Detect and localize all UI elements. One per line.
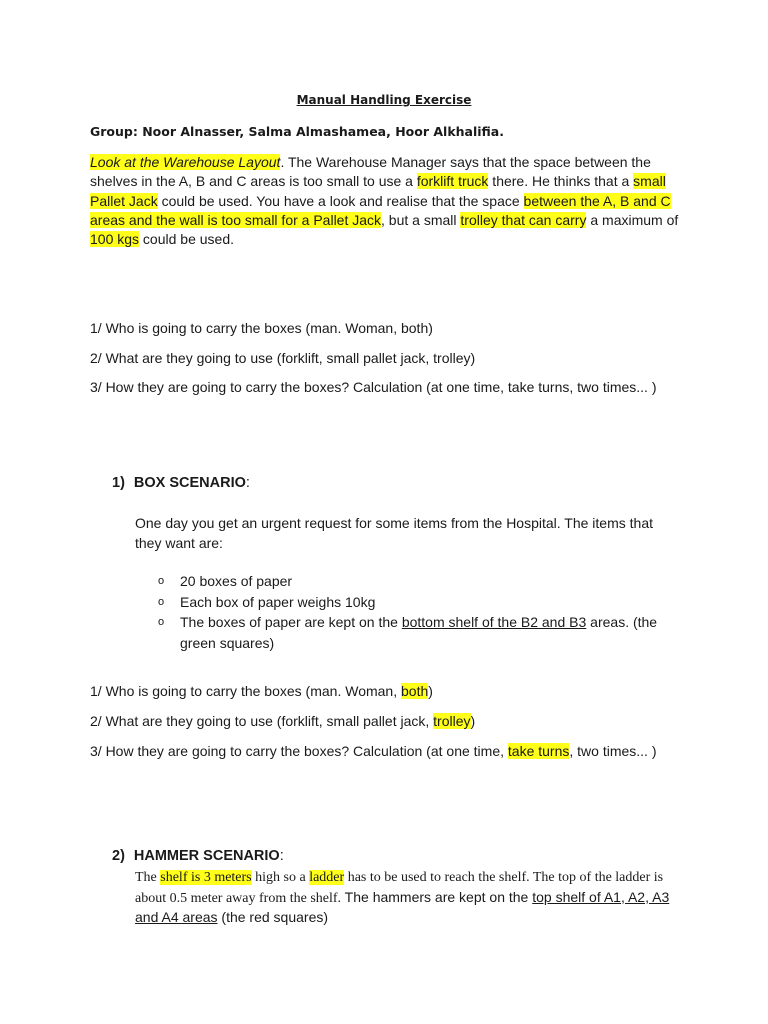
section-number: 2) bbox=[112, 848, 125, 864]
highlight-both: both bbox=[401, 683, 429, 699]
hammer-scenario-heading bbox=[112, 848, 284, 864]
question-3: 3/ How they are going to carry the boxes? Calculation (at one time, take turns, two times... ) bbox=[90, 379, 657, 395]
bullet-marker: o bbox=[158, 616, 165, 628]
hammer-scenario-text bbox=[135, 867, 680, 928]
list-item bbox=[158, 592, 678, 613]
intro-text: a maximum of bbox=[586, 211, 679, 228]
section-number: 1) bbox=[112, 475, 125, 491]
intro-text: there. He thinks that a bbox=[488, 173, 634, 190]
section-title: HAMMER SCENARIO bbox=[133, 848, 280, 864]
highlight-take-turns: take turns bbox=[507, 743, 570, 759]
highlight-space: between the A, B and C areas and the wall is too small for a Pallet Jack bbox=[90, 192, 671, 228]
list-item-text: Each box of paper weighs 10kg bbox=[180, 593, 376, 610]
intro-text: could be used. You have a look and realise that the space bbox=[157, 192, 524, 209]
colon: : bbox=[279, 848, 284, 864]
answer-text: 1/ Who is going to carry the boxes (man. Woman, bbox=[90, 683, 401, 699]
underlined-text: top shelf of A1, A2, A3 and A4 areas bbox=[135, 888, 670, 925]
list-item bbox=[158, 571, 678, 592]
document-title: Manual Handling Exercise bbox=[296, 93, 472, 107]
question-2: 2/ What are they going to use (forklift, small pallet jack, trolley) bbox=[90, 350, 476, 366]
scenario-text: has to be used to reach the shelf. The top of the ladder is about 0.5 meter away from the shelf. bbox=[135, 870, 664, 906]
underlined-text: bottom shelf of the B2 and B3 bbox=[401, 614, 587, 630]
highlight-shelf-height: shelf is 3 meters bbox=[160, 870, 252, 885]
box-scenario-description: One day you get an urgent request for some items from the Hospital. The items that they want are: bbox=[135, 515, 653, 551]
intro-text: could be used. bbox=[139, 231, 235, 248]
list-item-text: The boxes of paper are kept on the bbox=[180, 614, 402, 630]
highlight-trolley: trolley that can carry bbox=[460, 211, 587, 228]
intro-text: . The Warehouse Manager says that the space between the shelves in the A, B and C areas is too small to use a bbox=[90, 154, 651, 190]
bullet-marker: o bbox=[158, 595, 165, 608]
list-item-text: 20 boxes of paper bbox=[180, 573, 293, 589]
list-item bbox=[158, 612, 678, 653]
group-members: Group: Noor Alnasser, Salma Almashamea, Hoor Alkhalifia. bbox=[90, 124, 504, 139]
scenario-text: The bbox=[135, 870, 161, 885]
answer-text: 2/ What are they going to use (forklift, small pallet jack, bbox=[90, 713, 434, 729]
answer-text: , two times... ) bbox=[569, 743, 657, 759]
highlight-warehouse-layout: Look at the Warehouse Layout bbox=[90, 154, 281, 170]
box-scenario-list bbox=[158, 571, 678, 653]
highlight-100kgs: 100 kgs bbox=[90, 231, 140, 248]
question-1: 1/ Who is going to carry the boxes (man. Woman, both) bbox=[90, 320, 433, 336]
bullet-marker: o bbox=[158, 575, 165, 587]
intro-paragraph bbox=[90, 153, 680, 249]
scenario-text: The hammers are kept on the bbox=[341, 888, 533, 905]
highlight-pallet-jack: small Pallet Jack bbox=[90, 173, 666, 209]
answer-3 bbox=[90, 741, 680, 761]
section-title: BOX SCENARIO bbox=[133, 475, 246, 491]
colon: : bbox=[245, 475, 250, 491]
answer-2 bbox=[90, 711, 680, 731]
answer-text: ) bbox=[470, 713, 476, 729]
scenario-text: high so a bbox=[251, 870, 310, 885]
highlight-forklift: forklift truck bbox=[416, 173, 489, 190]
scenario-text: (the red squares) bbox=[217, 909, 329, 925]
answer-text: 3/ How they are going to carry the boxes? Calculation (at one time, bbox=[90, 743, 508, 759]
intro-text: , but a small bbox=[381, 211, 461, 228]
highlight-ladder: ladder bbox=[309, 870, 345, 885]
answer-text: ) bbox=[428, 683, 433, 699]
answer-1 bbox=[90, 681, 680, 701]
highlight-trolley-answer: trolley bbox=[433, 713, 471, 729]
list-item-text: areas. (the green squares) bbox=[180, 614, 658, 651]
box-scenario-heading bbox=[112, 475, 250, 491]
